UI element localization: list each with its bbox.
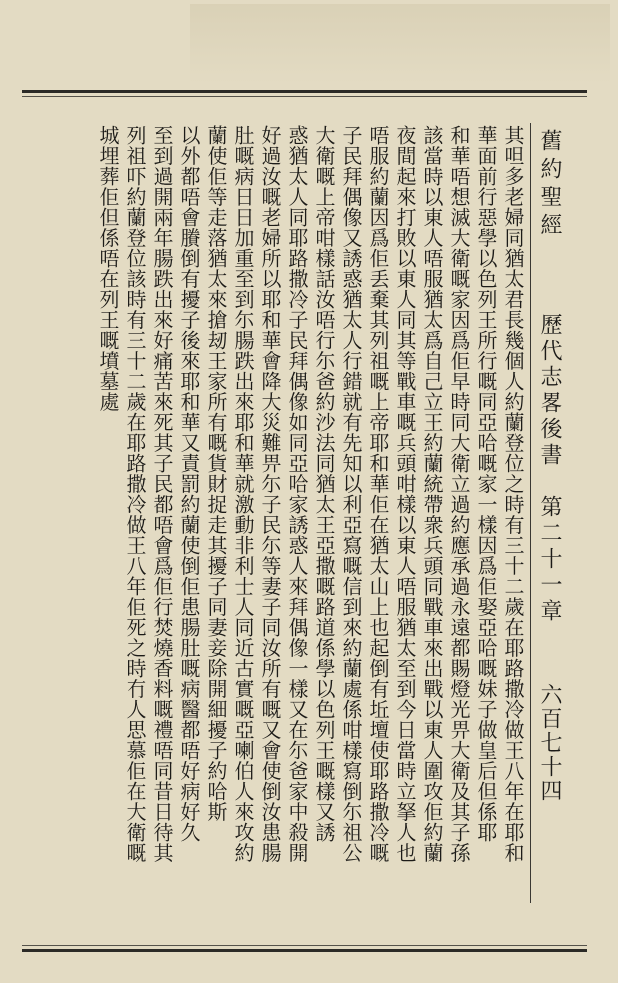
text-column: 城埋葬佢但係唔在列王嘅墳墓處 (96, 125, 120, 412)
page-frame (22, 90, 587, 952)
book-title: 舊約聖經 (537, 129, 562, 241)
text-column: 唔服約蘭因爲佢丢棄其列祖嘅上帝耶和華佢在猶太山上也起倒有坵壇使耶路撒冷嘅 (366, 125, 390, 863)
chapter-heading: 歷代志畧後書 第二十一章 (537, 313, 562, 625)
text-column: 和華唔想滅大衛嘅家因爲佢早時同大衛立過約應承過永遠都賜燈光畀大衛及其子孫 (447, 125, 471, 863)
text-column: 列祖吓約蘭登位該時有三十二歲在耶路撒冷做王八年佢死之時冇人思慕佢在大衛嘅 (123, 125, 147, 863)
page-number: 六百七十四 (537, 683, 562, 803)
running-header (530, 123, 573, 903)
text-column: 以外都唔會賸倒有擾子後來耶和華又責罰約蘭使倒佢患腸肚嘅病醫都唔好病好久 (177, 125, 201, 843)
text-column: 肚嘅病日日加重至到尓腸跌出來耶和華就激動非利士人同近古實嘅亞喇伯人來攻約 (231, 125, 255, 863)
body-text (20, 125, 525, 905)
text-column: 惑猶太人同耶路撒冷子民拜偶像如同亞哈家誘惑人來拜偶像一樣又在尓爸家中殺開 (285, 125, 309, 863)
text-column: 子民拜偶像又誘惑猶太人行錯就有先知以利亞寫嘅信到來約蘭處係咁樣寫倒尓祖公 (339, 125, 363, 863)
text-column: 該當時以東人唔服猶太爲自己立王約蘭統帶衆兵頭同戰車來出戰以東人圍攻佢約蘭 (420, 125, 444, 863)
text-column: 至到過開兩年腸跌出來好痛苦來死其子民都唔會爲佢行焚燒香料嘅禮唔同昔日待其 (150, 125, 174, 863)
text-column: 夜間起來打敗以東人同其等戰車嘅兵頭咁樣以東人唔服猶太至到今日當時立拏人也 (393, 125, 417, 863)
text-column: 蘭使佢等走落猶太來搶刼王家所有嘅貨財捉走其擾子同妻妾除開細擾子約哈斯 (204, 125, 228, 822)
text-column: 華面前行惡學以色列王所行嘅同亞哈嘅家一樣因爲佢娶亞哈嘅妹子做皇后但係耶 (474, 125, 498, 843)
bleed-through-shadow (190, 4, 610, 84)
text-column: 大衛嘅上帝咁樣話汝唔行尓爸約沙法同猶太王亞撒嘅路道係學以色列王嘅樣又誘 (312, 125, 336, 843)
text-column: 其呾多老婦同猶太君長幾個人約蘭登位之時有三十二歲在耶路撒冷做王八年在耶和 (501, 125, 525, 863)
text-column: 好過汝嘅老婦所以耶和華會降大災難畀尓子民尓等妻子同汝所有嘅又會使倒汝患腸 (258, 125, 282, 863)
